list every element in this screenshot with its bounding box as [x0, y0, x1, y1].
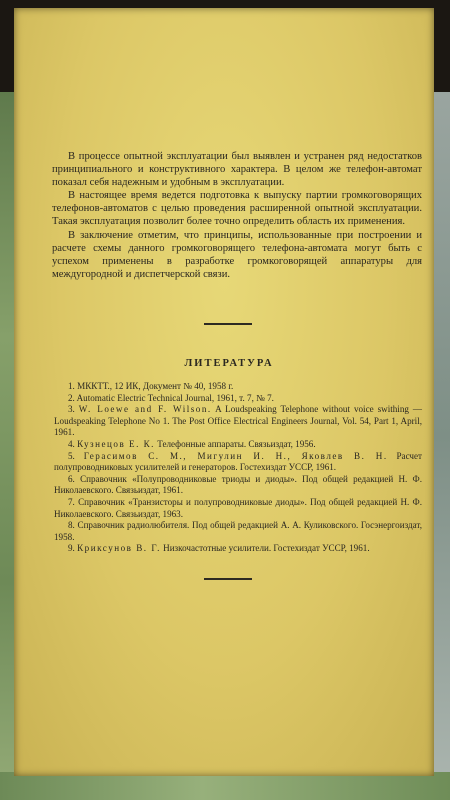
end-divider	[204, 578, 252, 580]
reference-number: 3.	[68, 404, 75, 415]
reference-author: Криксунов В. Г.	[77, 543, 161, 554]
reference-text: A Loudspeaking Telephone without voice swithing — Loudspeaking Telephone No 1. The Post Office Electrical Engineers Journal, Vol. 54, Part 1, April, 1961.	[54, 404, 422, 438]
reference-number: 4.	[68, 438, 75, 449]
reference-number: 2.	[68, 392, 75, 403]
reference-author: Кузнецов Е. К.	[77, 438, 155, 449]
book-cover-bottom	[0, 772, 450, 800]
reference-item	[54, 404, 422, 439]
literature-heading: ЛИТЕРАТУРА	[184, 358, 274, 369]
reference-number: 9.	[68, 543, 75, 554]
reference-number: 6.	[68, 473, 75, 484]
body-text	[52, 150, 422, 281]
reference-item	[54, 381, 422, 393]
reference-number: 8.	[68, 520, 75, 531]
reference-text: Справочник радиолюбителя. Под общей редакцией А. А. Куликовского. Госэнергоиздат, 1958.	[54, 520, 422, 542]
book-page	[14, 8, 434, 776]
references-list	[54, 381, 422, 555]
reference-item	[54, 451, 422, 474]
section-divider	[204, 323, 252, 325]
reference-text: Automatic Electric Technical Journal, 1961, т. 7, № 7.	[76, 392, 274, 403]
reference-number: 1.	[68, 381, 75, 391]
reference-item	[54, 497, 422, 520]
reference-number: 7.	[68, 496, 75, 507]
reference-text: Низкочастотные усилители. Гостехиздат УССР, 1961.	[163, 543, 370, 554]
reference-author: Герасимов С. М., Мигулин И. Н., Яковлев В. Н.	[83, 450, 388, 461]
reference-text: Расчет полупроводниковых усилителей и генераторов. Гостехиздат УССР, 1961.	[54, 450, 423, 473]
paragraph-3: В заключение отметим, что принципы, использованные при построении и расчете схемы данного громкоговорящего телефона-автомата могут быть с успехом применены в разработке громкоговорящей аппаратуры для междугородной и диспетчерской связи.	[52, 229, 422, 280]
reference-item	[54, 474, 422, 497]
reference-item	[54, 520, 422, 543]
reference-text: Справочник «Транзисторы и полупроводниковые диоды». Под общей редакцией Н. Ф. Николаевского. Связьиздат, 1963.	[54, 496, 422, 519]
paragraph-1: В процессе опытной эксплуатации был выявлен и устранен ряд недостатков принципиального и конструктивного характера. В целом же телефон-автомат показал себя надежным и удобным в эксплуатации.	[52, 151, 422, 189]
reference-text: МККТТ., 12 ИК, Документ № 40, 1958 г.	[77, 381, 234, 391]
paragraph-2: В настоящее время ведется подготовка к выпуску партии громкоговорящих телефонов-автоматов с целью проведения расширенной опытной эксплуатации. Такая эксплуатация позволит более точно определить область их применения.	[52, 190, 422, 228]
reference-text: Справочник «Полупроводниковые триоды и диоды». Под общей редакцией Н. Ф. Николаевского. Связьиздат, 1961.	[54, 473, 422, 496]
reference-author: W. Loewe and F. Wilson.	[78, 404, 212, 415]
reference-item	[54, 393, 422, 405]
reference-number: 5.	[68, 450, 75, 461]
reference-item	[54, 543, 422, 555]
reference-text: Телефонные аппараты. Связьиздат, 1956.	[157, 438, 316, 449]
reference-item	[54, 439, 422, 451]
